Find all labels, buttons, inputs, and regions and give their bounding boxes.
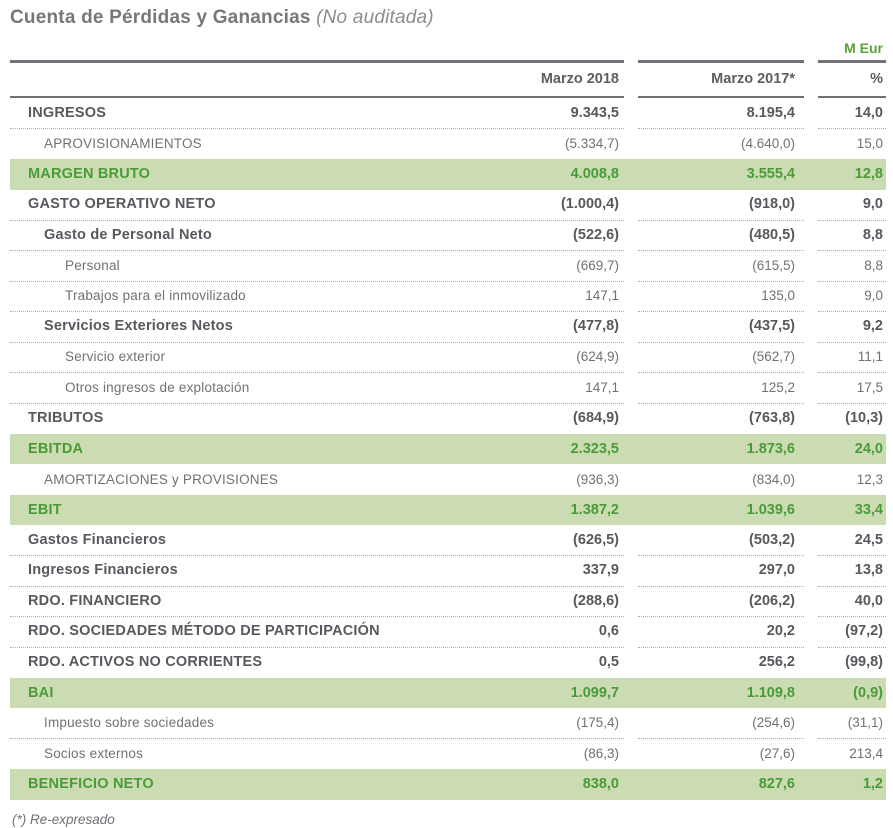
row-label: Gasto de Personal Neto (44, 226, 212, 243)
value-pct: 24,0 (854, 440, 883, 457)
value-marzo-2017: 1.873,6 (746, 440, 795, 457)
value-pct: 9,2 (862, 318, 883, 335)
value-marzo-2018: 147,1 (585, 288, 619, 304)
column-header-marzo-2017: Marzo 2017* (638, 60, 804, 98)
value-marzo-2018: (1.000,4) (560, 196, 619, 213)
value-pct: (10,3) (845, 410, 883, 427)
value-pct: 17,5 (856, 379, 883, 395)
row-label: APROVISIONAMIENTOS (44, 136, 202, 152)
value-marzo-2017: 827,6 (758, 776, 795, 793)
row-label: Otros ingresos de explotación (65, 379, 250, 395)
value-marzo-2017: (834,0) (752, 471, 795, 487)
row-label: BAI (28, 684, 54, 701)
value-marzo-2017: (615,5) (752, 257, 795, 273)
value-marzo-2018: (477,8) (573, 318, 619, 335)
value-marzo-2017: 1.039,6 (746, 501, 795, 518)
table-row (10, 647, 886, 678)
table-header-row (10, 60, 886, 98)
value-marzo-2017: 256,2 (758, 654, 795, 671)
value-marzo-2018: 1.099,7 (570, 684, 619, 701)
value-marzo-2018: (175,4) (576, 715, 619, 731)
value-marzo-2017: 8.195,4 (746, 104, 795, 121)
value-marzo-2018: 4.008,8 (570, 166, 619, 183)
table-body (10, 98, 886, 800)
row-label: Servicio exterior (65, 349, 166, 365)
value-pct: 13,8 (854, 562, 883, 579)
value-marzo-2017: (480,5) (749, 226, 795, 243)
value-marzo-2018: 838,0 (582, 776, 619, 793)
table-row (10, 434, 886, 465)
page-subtitle: (No auditada) (316, 7, 434, 28)
table-row (10, 342, 886, 373)
table-row (10, 98, 886, 129)
value-marzo-2018: (626,5) (573, 531, 619, 548)
value-marzo-2017: (206,2) (749, 592, 795, 609)
value-marzo-2017: (763,8) (749, 410, 795, 427)
table-row (10, 464, 886, 495)
value-marzo-2017: 125,2 (761, 379, 795, 395)
value-pct: (97,2) (845, 623, 883, 640)
value-marzo-2018: 0,6 (598, 623, 619, 640)
value-marzo-2018: 337,9 (582, 562, 619, 579)
table-row (10, 129, 886, 160)
table-row (10, 708, 886, 739)
row-label: EBIT (28, 501, 62, 518)
row-label: EBITDA (28, 440, 84, 457)
value-marzo-2017: 20,2 (766, 623, 795, 640)
value-marzo-2017: (254,6) (752, 715, 795, 731)
table-row (10, 586, 886, 617)
table-row (10, 190, 886, 221)
value-marzo-2018: (86,3) (583, 746, 619, 762)
table-row (10, 739, 886, 770)
table-row (10, 312, 886, 343)
column-header-marzo-2018: Marzo 2018 (10, 60, 624, 98)
value-marzo-2018: 0,5 (598, 654, 619, 671)
value-marzo-2018: 1.387,2 (570, 501, 619, 518)
row-label: INGRESOS (28, 104, 107, 121)
value-pct: 24,5 (854, 531, 883, 548)
table-row (10, 220, 886, 251)
table-row (10, 678, 886, 709)
row-label: Impuesto sobre sociedades (44, 715, 215, 731)
row-label: GASTO OPERATIVO NETO (28, 196, 216, 213)
column-header-pct: % (818, 60, 886, 98)
row-label: MARGEN BRUTO (28, 166, 151, 183)
value-pct: (0,9) (853, 684, 883, 701)
value-marzo-2017: (918,0) (749, 196, 795, 213)
value-pct: 1,2 (862, 776, 883, 793)
table-row (10, 373, 886, 404)
value-marzo-2018: 147,1 (585, 379, 619, 395)
value-marzo-2018: (522,6) (573, 226, 619, 243)
table-row (10, 281, 886, 312)
row-label: RDO. SOCIEDADES MÉTODO DE PARTICIPACIÓN (28, 623, 380, 640)
value-marzo-2018: (684,9) (573, 410, 619, 427)
value-pct: 14,0 (854, 104, 883, 121)
value-marzo-2017: 3.555,4 (746, 166, 795, 183)
value-pct: 40,0 (854, 592, 883, 609)
table-row (10, 495, 886, 526)
value-pct: 8,8 (864, 257, 883, 273)
page-header (10, 6, 886, 30)
table-row (10, 159, 886, 190)
row-label: AMORTIZACIONES y PROVISIONES (44, 471, 279, 487)
row-label: Socios externos (44, 746, 144, 762)
value-pct: 213,4 (849, 746, 883, 762)
page-title-line (10, 6, 886, 30)
table-row (10, 403, 886, 434)
value-pct: 15,0 (856, 136, 883, 152)
value-marzo-2018: (288,6) (573, 592, 619, 609)
row-label: RDO. ACTIVOS NO CORRIENTES (28, 654, 263, 671)
value-marzo-2017: 135,0 (761, 288, 795, 304)
footnote: (*) Re-expresado (12, 811, 115, 827)
value-marzo-2018: 2.323,5 (570, 440, 619, 457)
value-marzo-2017: (437,5) (749, 318, 795, 335)
value-pct: 9,0 (864, 288, 883, 304)
table-row (10, 617, 886, 648)
value-marzo-2017: (503,2) (749, 531, 795, 548)
row-label: BENEFICIO NETO (28, 776, 154, 793)
value-pct: 9,0 (862, 196, 883, 213)
value-marzo-2017: 1.109,8 (746, 684, 795, 701)
page-title: Cuenta de Pérdidas y Ganancias (10, 7, 311, 28)
value-marzo-2018: (936,3) (576, 471, 619, 487)
value-pct: 8,8 (862, 226, 883, 243)
row-label: Personal (65, 257, 120, 273)
row-label: Servicios Exteriores Netos (44, 318, 233, 335)
row-label: Gastos Financieros (28, 531, 167, 548)
row-label: RDO. FINANCIERO (28, 592, 162, 609)
value-pct: 12,8 (854, 166, 883, 183)
value-pct: (99,8) (845, 654, 883, 671)
value-marzo-2018: 9.343,5 (570, 104, 619, 121)
unit-label: M Eur (844, 40, 883, 56)
table-row (10, 556, 886, 587)
value-marzo-2017: 297,0 (758, 562, 795, 579)
value-marzo-2018: (5.334,7) (564, 136, 619, 152)
value-marzo-2017: (4.640,0) (740, 136, 795, 152)
profit-loss-table (10, 40, 886, 800)
value-pct: 12,3 (856, 471, 883, 487)
value-pct: 11,1 (857, 349, 883, 365)
row-label: TRIBUTOS (28, 410, 104, 427)
value-marzo-2018: (624,9) (576, 349, 619, 365)
value-pct: (31,1) (847, 715, 883, 731)
row-label: Ingresos Financieros (28, 562, 178, 579)
table-row (10, 251, 886, 282)
table-row (10, 769, 886, 800)
value-pct: 33,4 (854, 501, 883, 518)
value-marzo-2018: (669,7) (576, 257, 619, 273)
value-marzo-2017: (27,6) (759, 746, 795, 762)
value-marzo-2017: (562,7) (752, 349, 795, 365)
table-row (10, 525, 886, 556)
row-label: Trabajos para el inmovilizado (65, 288, 246, 304)
